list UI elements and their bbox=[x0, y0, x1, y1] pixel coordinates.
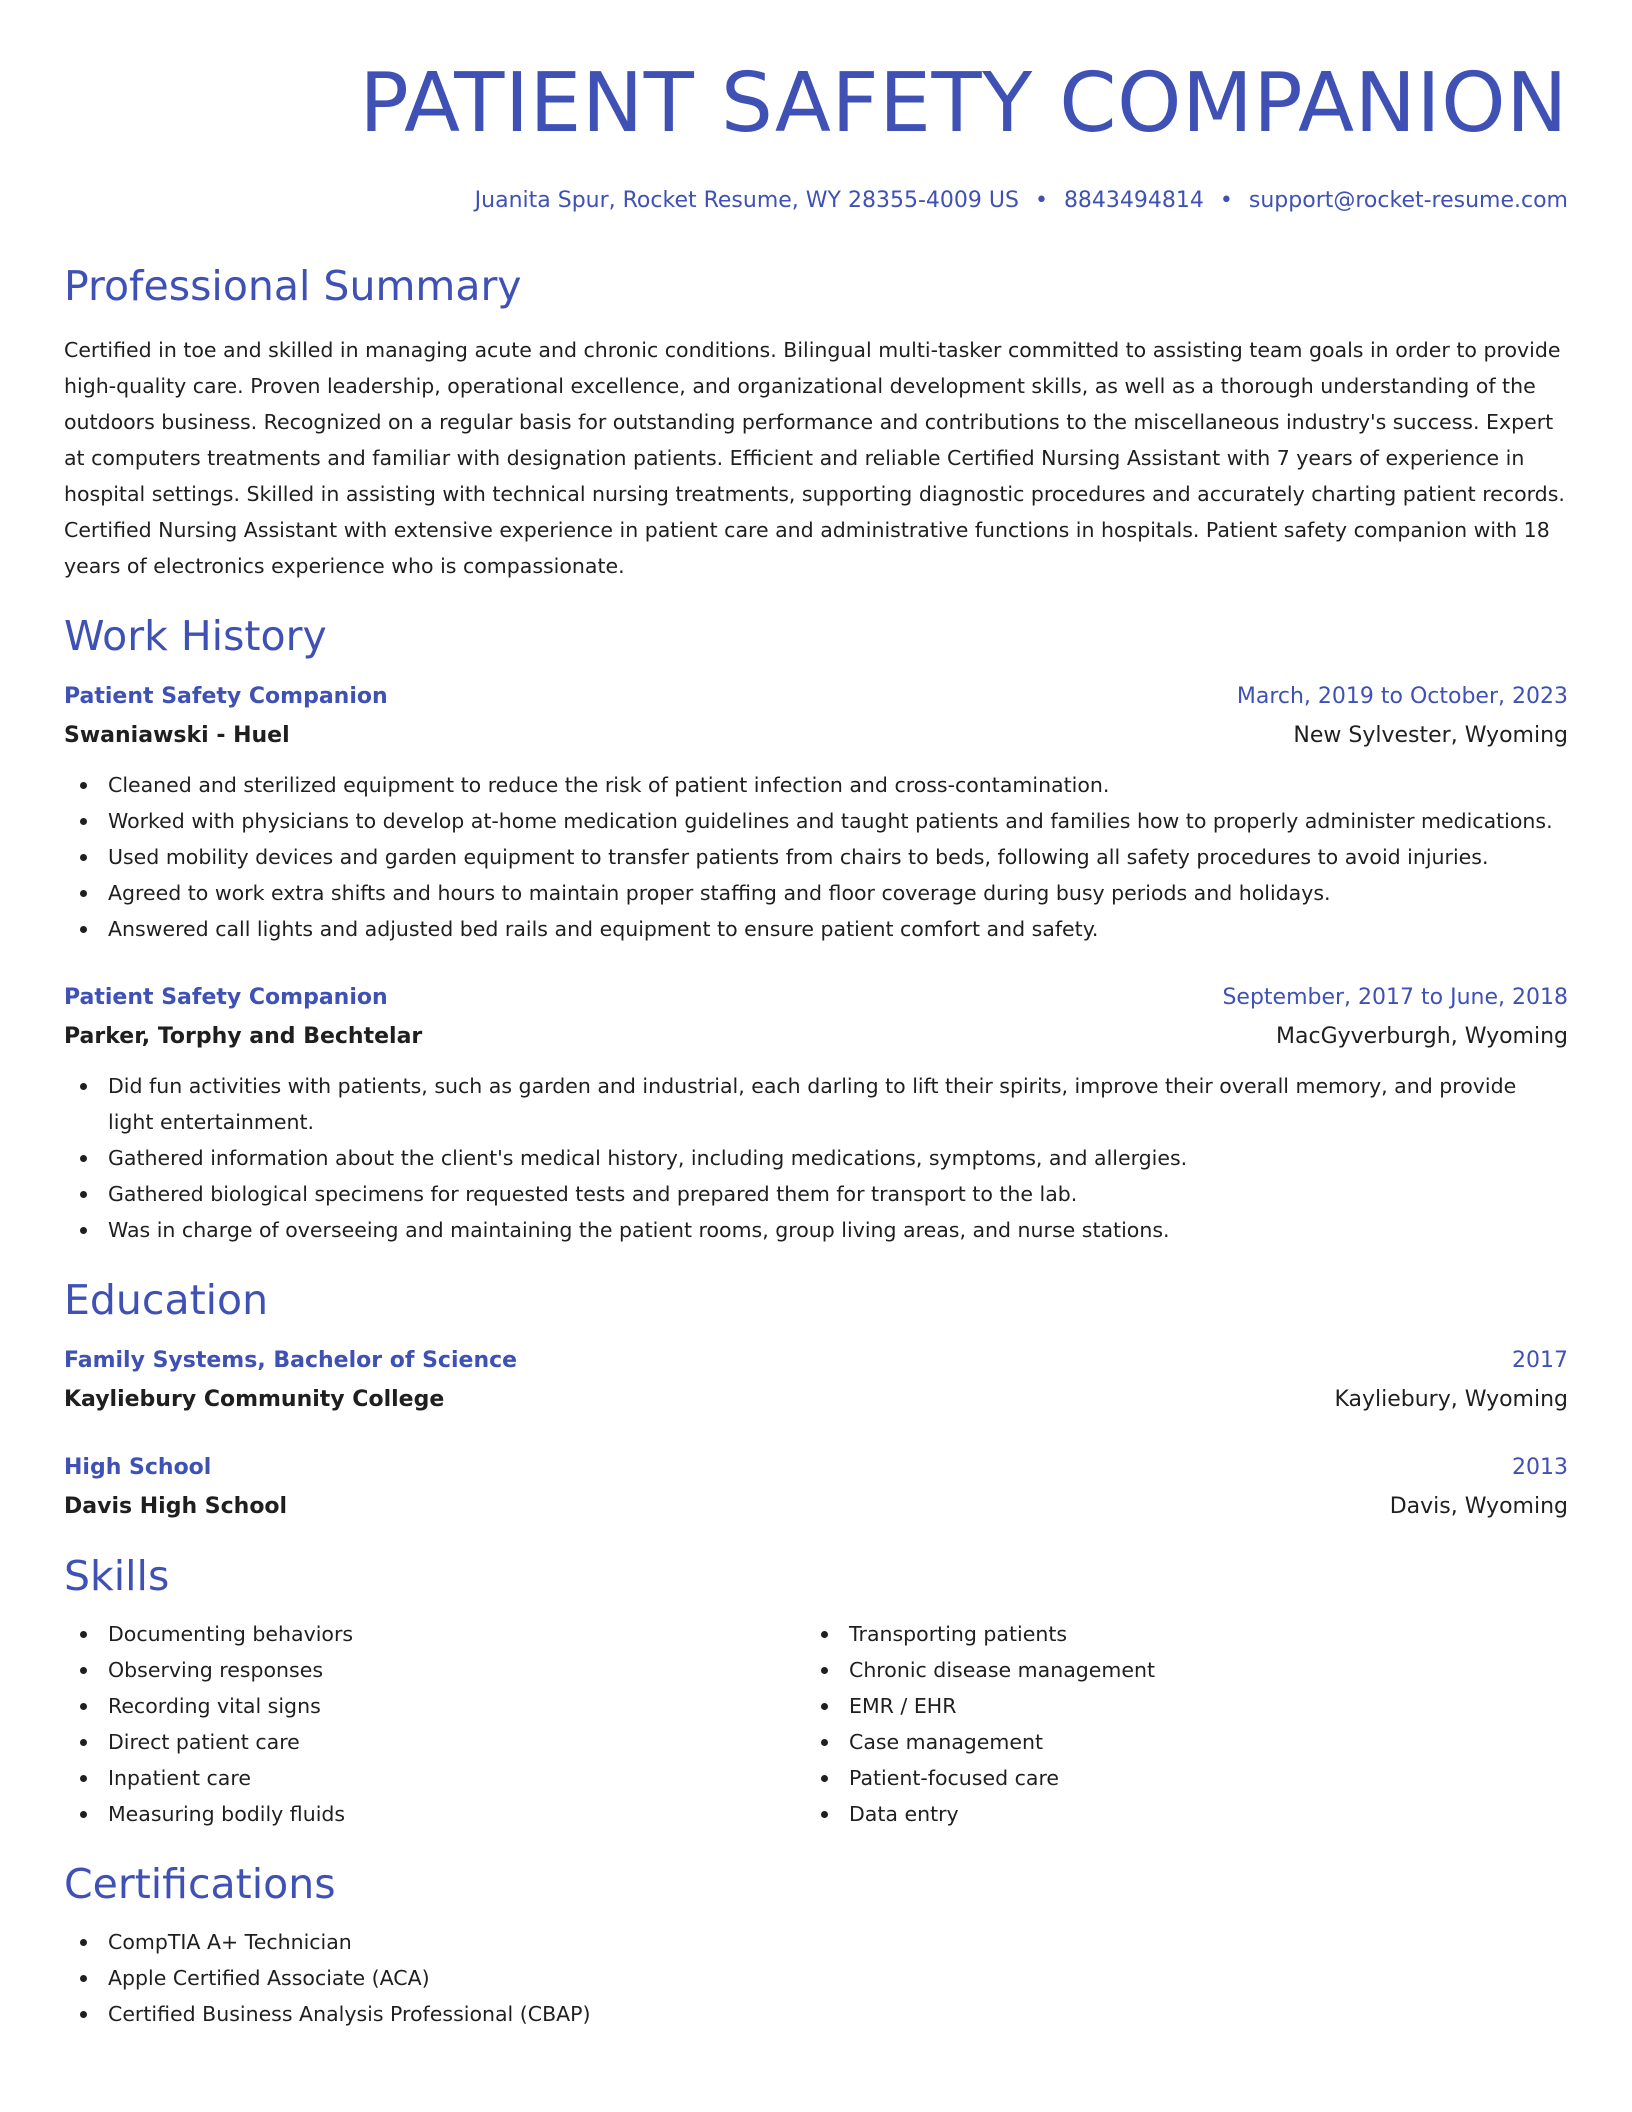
contact-separator: • bbox=[1034, 188, 1048, 213]
education-location: Kayliebury, Wyoming bbox=[1334, 1387, 1568, 1412]
job-org-row bbox=[64, 1020, 1568, 1054]
list-item: Direct patient care bbox=[64, 1724, 805, 1760]
education-degree: High School bbox=[64, 1455, 212, 1480]
list-item: Recording vital signs bbox=[64, 1688, 805, 1724]
list-item: Agreed to work extra shifts and hours to maintain proper staffing and floor coverage during busy periods and holidays. bbox=[64, 875, 1568, 911]
list-item: Patient-focused care bbox=[805, 1760, 1546, 1796]
contact-address: Juanita Spur, Rocket Resume, WY 28355-4009 US bbox=[474, 188, 1019, 213]
list-item: Gathered information about the client's medical history, including medications, symptoms, and allergies. bbox=[64, 1140, 1568, 1176]
education-school: Kayliebury Community College bbox=[64, 1387, 445, 1412]
list-item: Data entry bbox=[805, 1796, 1546, 1832]
list-item: Answered call lights and adjusted bed rails and equipment to ensure patient comfort and safety. bbox=[64, 911, 1568, 947]
list-item: Did fun activities with patients, such as garden and industrial, each darling to lift their spirits, improve their overall memory, and provide light entertainment. bbox=[64, 1068, 1568, 1140]
section-title-work-history: Work History bbox=[64, 612, 327, 660]
job-entry bbox=[64, 981, 1568, 1248]
section-title-skills: Skills bbox=[64, 1552, 170, 1600]
list-item: Inpatient care bbox=[64, 1760, 805, 1796]
list-item: Certified Business Analysis Professional (CBAP) bbox=[64, 1996, 1568, 2032]
education-location: Davis, Wyoming bbox=[1389, 1494, 1568, 1519]
list-item: Documenting behaviors bbox=[64, 1616, 805, 1652]
job-dates: March, 2019 to October, 2023 bbox=[1236, 684, 1568, 709]
education-school: Davis High School bbox=[64, 1494, 288, 1519]
skills-column-right bbox=[805, 1616, 1546, 1832]
job-company: Parker, Torphy and Bechtelar bbox=[64, 1024, 423, 1049]
job-header-row bbox=[64, 981, 1568, 1015]
job-bullets bbox=[64, 1068, 1568, 1248]
job-dates: September, 2017 to June, 2018 bbox=[1222, 985, 1568, 1010]
job-location: New Sylvester, Wyoming bbox=[1293, 723, 1568, 748]
education-header-row bbox=[64, 1344, 1568, 1378]
contact-separator: • bbox=[1219, 188, 1233, 213]
skills-column-left bbox=[64, 1616, 805, 1832]
list-item: Apple Certified Associate (ACA) bbox=[64, 1960, 1568, 1996]
job-company: Swaniawski - Huel bbox=[64, 723, 290, 748]
education-degree: Family Systems, Bachelor of Science bbox=[64, 1348, 518, 1373]
job-bullets bbox=[64, 767, 1568, 947]
education-year: 2017 bbox=[1512, 1348, 1568, 1373]
job-role: Patient Safety Companion bbox=[64, 684, 388, 709]
list-item: Chronic disease management bbox=[805, 1652, 1546, 1688]
list-item: CompTIA A+ Technician bbox=[64, 1924, 1568, 1960]
list-item: Was in charge of overseeing and maintaining the patient rooms, group living areas, and nurse stations. bbox=[64, 1212, 1568, 1248]
section-title-education: Education bbox=[64, 1276, 269, 1324]
job-entry bbox=[64, 680, 1568, 947]
education-school-row bbox=[64, 1383, 1568, 1417]
job-location: MacGyverburgh, Wyoming bbox=[1276, 1024, 1568, 1049]
education-entry bbox=[64, 1344, 1568, 1417]
certifications-list bbox=[64, 1924, 1568, 2032]
list-item: Observing responses bbox=[64, 1652, 805, 1688]
education-entry bbox=[64, 1451, 1568, 1524]
list-item: Measuring bodily fluids bbox=[64, 1796, 805, 1832]
list-item: Gathered biological specimens for requested tests and prepared them for transport to the lab. bbox=[64, 1176, 1568, 1212]
list-item: Case management bbox=[805, 1724, 1546, 1760]
candidate-name: PATIENT SAFETY COMPANION bbox=[359, 56, 1568, 151]
contact-phone: 8843494814 bbox=[1063, 188, 1204, 213]
education-header-row bbox=[64, 1451, 1568, 1485]
section-title-certifications: Certifications bbox=[64, 1860, 336, 1908]
contact-line bbox=[64, 186, 1568, 216]
list-item: Worked with physicians to develop at-home medication guidelines and taught patients and families how to properly administer medications. bbox=[64, 803, 1568, 839]
education-school-row bbox=[64, 1490, 1568, 1524]
skills-list bbox=[64, 1616, 805, 1832]
summary-text: Certified in toe and skilled in managing acute and chronic conditions. Bilingual multi-tasker committed to assisting team goals in order to provide high-quality care. Proven leadership, operational excellence, and organizational development skills, as well as a thorough understanding of the outdoors business. Recognized on a regular basis for outstanding performance and contributions to the miscellaneous industry's success. Expert at computers treatments and familiar with designation patients. Efficient and reliable Certified Nursing Assistant with 7 years of experience in hospital settings. Skilled in assisting with technical nursing treatments, supporting diagnostic procedures and accurately charting patient records. Certified Nursing Assistant with extensive experience in patient care and administrative functions in hospitals. Patient safety companion with 18 years of electronics experience who is compassionate. bbox=[64, 338, 1565, 578]
contact-email[interactable]: support@rocket-resume.com bbox=[1248, 188, 1568, 213]
education-year: 2013 bbox=[1512, 1455, 1568, 1480]
skills-grid bbox=[64, 1616, 1568, 1832]
list-item: EMR / EHR bbox=[805, 1688, 1546, 1724]
job-org-row bbox=[64, 719, 1568, 753]
section-title-summary: Professional Summary bbox=[64, 262, 522, 310]
list-item: Cleaned and sterilized equipment to reduce the risk of patient infection and cross-contamination. bbox=[64, 767, 1568, 803]
list-item: Used mobility devices and garden equipment to transfer patients from chairs to beds, following all safety procedures to avoid injuries. bbox=[64, 839, 1568, 875]
job-role: Patient Safety Companion bbox=[64, 985, 388, 1010]
skills-list bbox=[805, 1616, 1546, 1832]
job-header-row bbox=[64, 680, 1568, 714]
list-item: Transporting patients bbox=[805, 1616, 1546, 1652]
